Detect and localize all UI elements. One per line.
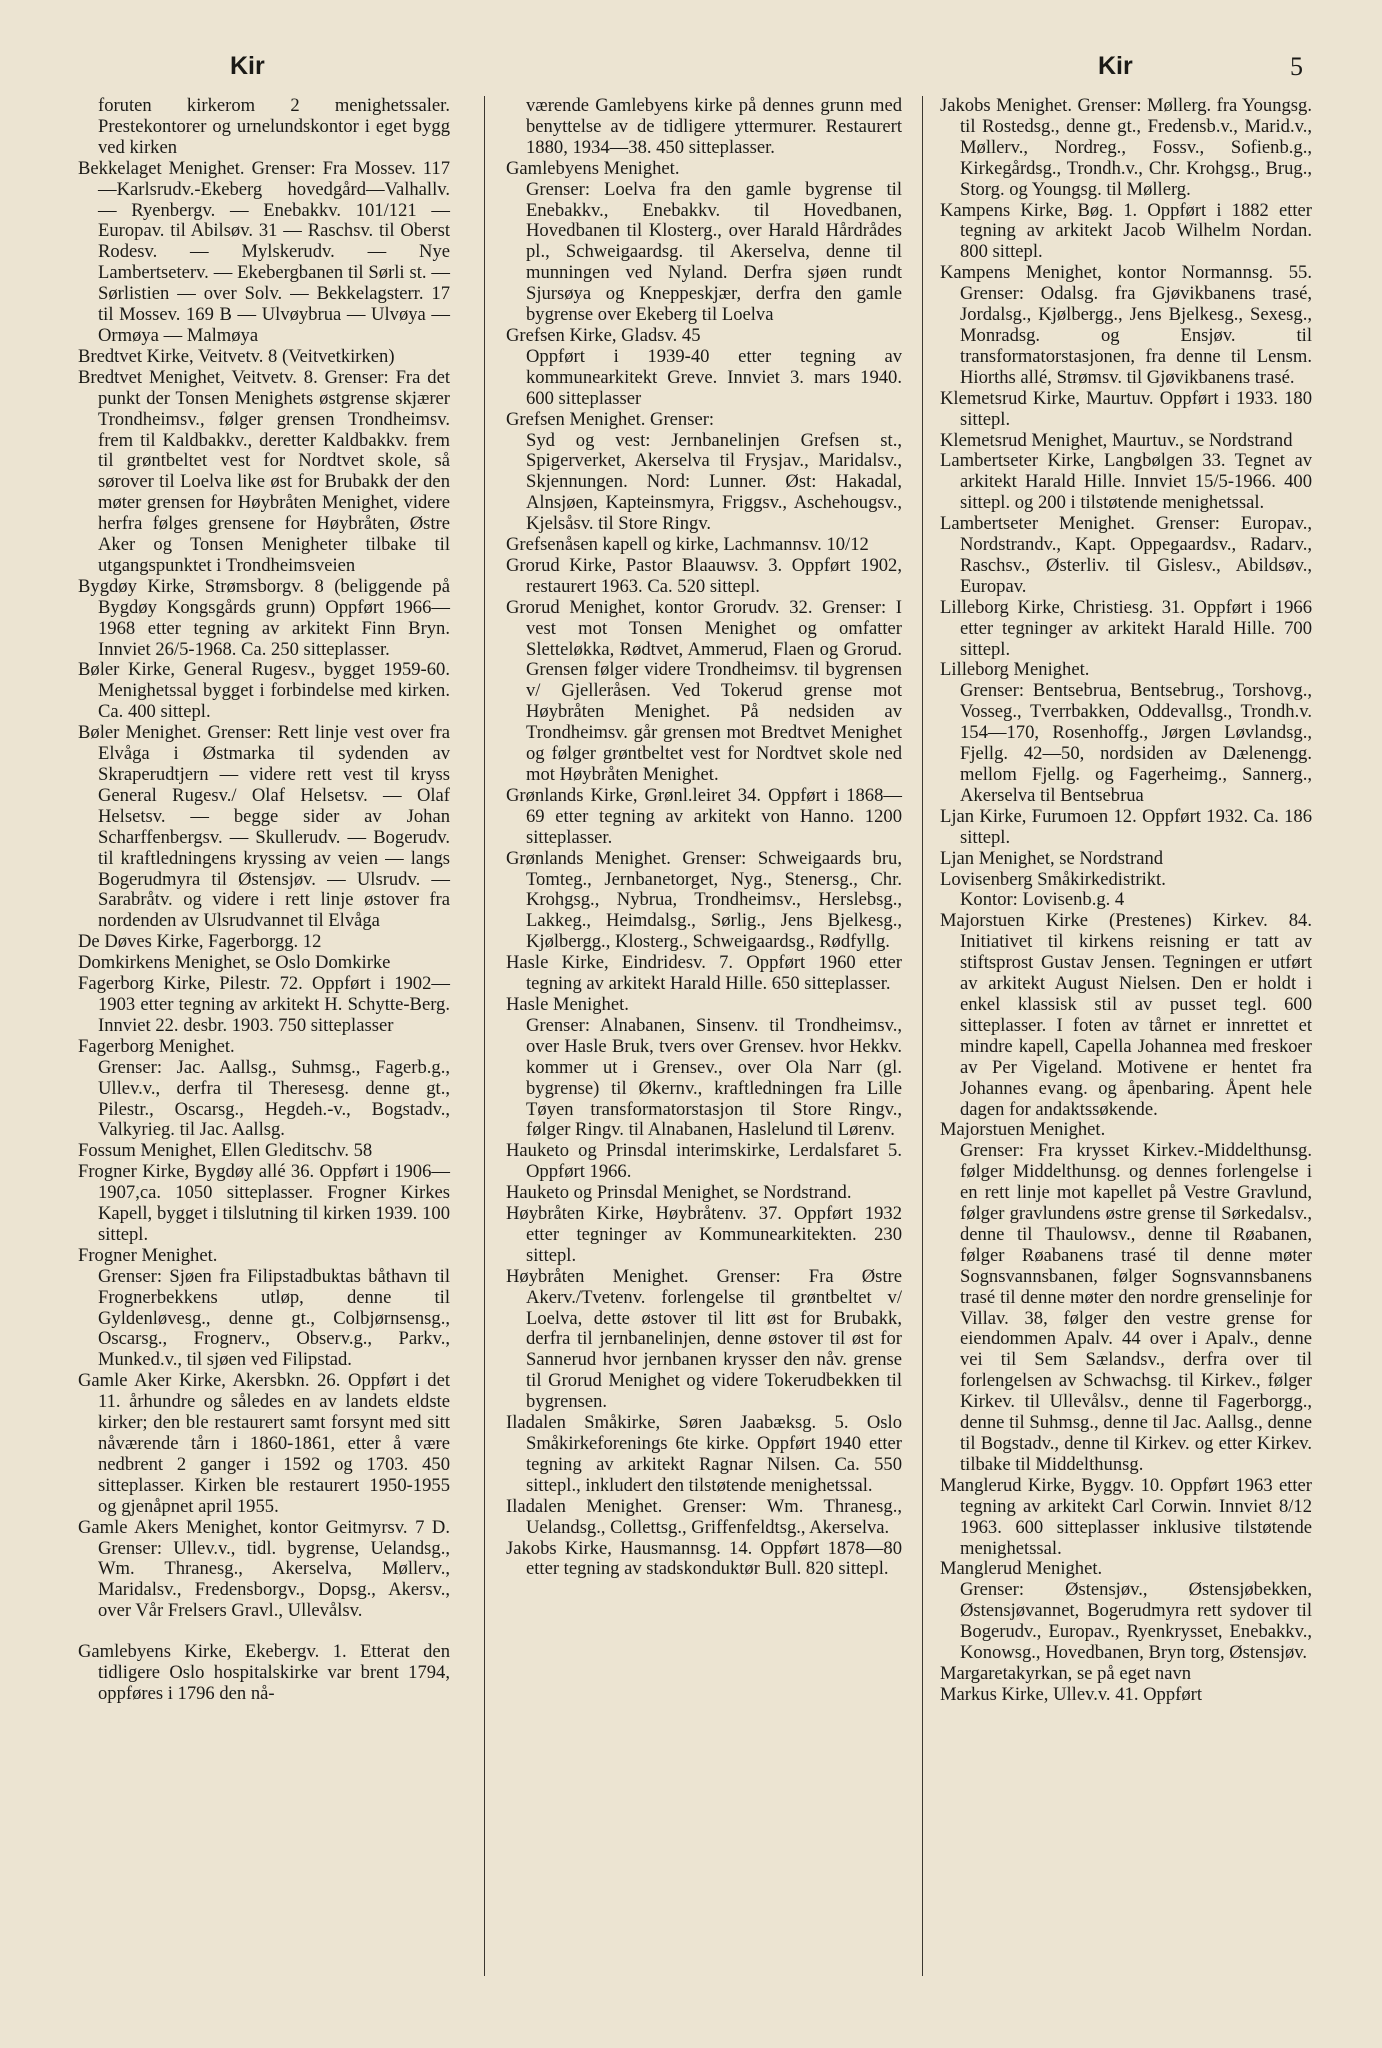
directory-entry: Bredtvet Menighet, Veitvetv. 8. Grenser: Fra det punkt der Tonsen Menighets østgrense skjærer Trondheimsv., følger grensen Trondheimsv. frem til Kaldbakkv., deretter Kaldbakkv. frem til grøntbeltet vest for Nordtvet skole, så sørover til Loelva like øst for Brubakk der den møter grensen for Høybråten Menighet, videre herfra følges grensene for Høybråten, Østre Aker og Tonsen Menigheter tilbake til utgangspunktet i Trondheimsveien (78, 366, 450, 576)
directory-entry: Lambertseter Kirke, Langbølgen 33. Tegnet av arkitekt Harald Hille. Innviet 15/5-1966. 400 sittepl. og 200 i tilstøtende menighetssal. (940, 450, 1312, 514)
directory-entry: Gamle Akers Menighet, kontor Geitmyrsv. 7 D. Grenser: Ullev.v., tidl. bygrense, Uelandsg., Wm. Thranesg., Akerselva, Møllerv., Maridalsv., Fredensborgv., Dopsg., Akersv., over Vår Frelsers Gravl., Ullevålsv. (78, 1516, 450, 1622)
directory-entry: Frogner Kirke, Bygdøy allé 36. Oppført i 1906—1907,ca. 1050 sitteplasser. Frogner Kirkes Kapell, bygget i tilslutning til kirken 1939. 100 sittepl. (78, 1161, 450, 1245)
directory-entry: Grorud Menighet, kontor Grorudv. 32. Grenser: I vest mot Tonsen Menighet og omfatter Sletteløkka, Rødtvet, Ammerud, Flaen og Grorud. Grensen følger videre Trondheimsv. til bygrensen v/ Gjelleråsen. Ved Tokerud grense mot Høybråten Menighet. På nedsiden av Trondheimsv. går grensen mot Bredtvet Menighet og følger grøntbeltet vest for Nordtvet skole ned mot Høybråten Menighet. (506, 596, 902, 785)
directory-entry: Hasle Kirke, Eindridesv. 7. Oppført 1960 etter tegning av arkitekt Harald Hille. 650 sitteplasser. (506, 952, 902, 995)
directory-entry: Ljan Menighet, se Nordstrand (940, 847, 1164, 869)
directory-entry: Iladalen Småkirke, Søren Jaabæksg. 5. Oslo Småkirkeforenings 6te kirke. Oppført 1940 etter tegning av arkitekt Ragnar Nilsen. Ca. 550 sittepl., inkludert den tilstøtende menighetssal. (506, 1412, 902, 1496)
entry-continuation: foruten kirkerom 2 menighetssaler. Prestekontorer og urnelundskontor i eget bygg ved kirken (98, 95, 450, 158)
directory-entry: Fagerborg Menighet. (78, 1035, 235, 1057)
directory-entry: Bygdøy Kirke, Strømsborgv. 8 (beliggende på Bygdøy Kongsgårds grunn) Oppført 1966—1968 etter tegning av arkitekt Finn Bryn. Innviet 26/5-1968. Ca. 250 sitteplasser. (78, 575, 450, 660)
entry-continuation: Grenser: Fra krysset Kirkev.-Middelthunsg. følger Middelthunsg. og dennes forlengelse i en rett linje mot kapellet på Vestre Gravlund, følger gravlundens østre grense til Sørkedalsv., denne til Thaulowsv., denne til Røabanen, følger Røabanens trasé til denne møter Sognsvannsbanen, følger Sognsvannsbanens trasé til denne møter den nordre grenselinje for Villav. 38, følger den vestre grense for eiendommen Apalv. 44 over i Apalv., denne vei til Sem Sælandsv., derfra over til forlengelsen av Schwachsg. til Kirkev., følger Kirkev. til Ullevålsv., denne til Fagerborgg., denne til Suhmsg., denne til Jac. Aallsg., denne til Bogstadv., denne til Kirkev. og etter Kirkev. tilbake til Middelthunsg. (960, 1140, 1312, 1475)
directory-entry: Manglerud Kirke, Byggv. 10. Oppført 1963 etter tegning av arkitekt Carl Corwin. Innviet 8/12 1963. 600 sitteplasser inklusive tilstøtende menighetssal. (940, 1474, 1312, 1559)
directory-entry: Fossum Menighet, Ellen Gleditschv. 58 (78, 1140, 373, 1162)
directory-entry: Manglerud Menighet. (940, 1558, 1103, 1580)
directory-entry: Lilleborg Kirke, Christiesg. 31. Oppført i 1966 etter tegninger av arkitekt Harald Hille. 700 sittepl. (940, 596, 1312, 660)
directory-entry: Grefsenåsen kapell og kirke, Lachmannsv. 10/12 (506, 534, 869, 556)
directory-entry: Frogner Menighet. (78, 1244, 218, 1266)
entry-continuation: Grenser: Bentsebrua, Bentsebrug., Torshovg., Vosseg., Tverrbakken, Oddevallsg., Trondh.v. 154—170, Rosenhoffg., Jørgen Løvlandsg., Fjellg. 42—50, nordsiden av Dælenengg. mellom Fjellg. og Fagerheimg., Sannerg., Akerselva til Bentsebrua (960, 680, 1312, 806)
entry-continuation: værende Gamlebyens kirke på dennes grunn med benyttelse av de tidligere yttermurer. Restaurert 1880, 1934—38. 450 sitteplasser. (526, 95, 902, 158)
directory-entry: Hauketo og Prinsdal Menighet, se Nordstrand. (506, 1182, 852, 1204)
directory-entry: Majorstuen Kirke (Prestenes) Kirkev. 84. Initiativet til kirkens reisning er tatt av stiftsprost Gustav Jensen. Tegningen er utført av arkitekt August Nielsen. Den er holdt i enkel klassisk stil av pusset tegl. 600 sitteplasser. I foten av tårnet er innrettet et mindre kapell, Capella Johannea med freskoer av Per Vigeland. Motivene er hentet fra Johannes evang. og åpenbaring. Åpent hele dagen for andaktssøkende. (940, 910, 1312, 1120)
directory-entry: Hauketo og Prinsdal interimskirke, Lerdalsfaret 5. Oppført 1966. (506, 1140, 902, 1183)
directory-entry: Klemetsrud Menighet, Maurtuv., se Nordstrand (940, 429, 1293, 451)
directory-entry: Fagerborg Kirke, Pilestr. 72. Oppført i 1902—1903 etter tegning av arkitekt H. Schytte-Berg. Innviet 22. desbr. 1903. 750 sitteplasser (78, 973, 450, 1036)
directory-entry: Grefsen Kirke, Gladsv. 45 (506, 324, 701, 346)
directory-entry: Høybråten Kirke, Høybråtenv. 37. Oppført 1932 etter tegninger av Kommunearkitekten. 230 sittepl. (506, 1203, 902, 1266)
directory-entry: Iladalen Menighet. Grenser: Wm. Thranesg., Uelandsg., Collettsg., Griffenfeldtsg., Akerselva. (506, 1495, 902, 1538)
directory-entry: Lovisenberg Småkirkedistrikt. (940, 868, 1166, 890)
directory-entry: Jakobs Kirke, Hausmannsg. 14. Oppført 1878—80 etter tegning av stadskonduktør Bull. 820 sittepl. (506, 1537, 902, 1580)
directory-entry: Lilleborg Menighet. (940, 659, 1090, 681)
entry-continuation: Kontor: Lovisenb.g. 4 (960, 889, 1125, 911)
directory-entry: Kampens Menighet, kontor Normannsg. 55. Grenser: Odalsg. fra Gjøvikbanens trasé, Jordalsg., Kjølbergg., Jens Bjelkesg., Sexesg., Monradsg. og Ensjøv. til transformatorstasjonen, fra denne til Lensm. Hiorths allé, Strømsv. til Gjøvikbanens trasé. (940, 262, 1312, 388)
directory-entry: Bøler Menighet. Grenser: Rett linje vest over fra Elvåga i Østmarka til sydenden av Skraperudtjern — videre rett vest til kryss General Rugesv./ Olaf Helsetsv. — Olaf Helsetsv. — begge sider av Johan Scharffenbergsv. — Skullerudv. — Bogerudv. til kraftledningens kryssing av veien — langs Bogerudmyra til Østensjøv. — Ulsrudv. — Sarabråtv. og videre i rett linje østover fra nordenden av Ulsrudvannet til Elvåga (78, 722, 450, 932)
directory-entry: Markus Kirke, Ullev.v. 41. Oppført (940, 1683, 1202, 1705)
directory-entry: Grorud Kirke, Pastor Blaauwsv. 3. Oppført 1902, restaurert 1963. Ca. 520 sittepl. (506, 554, 902, 597)
directory-entry: Bøler Kirke, General Rugesv., bygget 1959-60. Menighetssal bygget i forbindelse med kirken. Ca. 400 sittepl. (78, 659, 450, 723)
entry-continuation: Syd og vest: Jernbanelinjen Grefsen st., Spigerverket, Akerselva til Frysjav., Maridalsv., Skjennungen. Nord: Lunner. Øst: Hakadal, Alnsjøen, Kapteinsmyra, Friggsv., Aschehougsv., Kjelsåsv. til Store Ringv. (526, 429, 902, 535)
directory-entry: Grønlands Kirke, Grønl.leiret 34. Oppført i 1868—69 etter tegning av arkitekt von Hanno. 1200 sitteplasser. (506, 784, 902, 848)
directory-entry: Hasle Menighet. (506, 993, 629, 1015)
page-number: 5 (1290, 52, 1303, 81)
entry-continuation: Grenser: Jac. Aallsg., Suhmsg., Fagerb.g., Ullev.v., derfra til Theresesg. denne gt., Pilestr., Oscarsg., Hegdeh.-v., Bogstadv., Valkyrieg. til Jac. Aallsg. (98, 1056, 450, 1141)
column-middle (506, 96, 902, 1580)
directory-entry: Klemetsrud Kirke, Maurtuv. Oppført i 1933. 180 sittepl. (940, 387, 1312, 430)
directory-entry: Bredtvet Kirke, Veitvetv. 8 (Veitvetkirken) (78, 345, 395, 367)
entry-continuation: Grenser: Alnabanen, Sinsenv. til Trondheimsv., over Hasle Bruk, tvers over Grensev. hvor Hekkv. kommer ut i Grensev., over Ola Narr (gl. bygrense) til Økernv., kraftledningen fra Lille Tøyen transformatorstasjon til Store Ringv., følger Ringv. til Alnabanen, Haslelund til Lørenv. (526, 1014, 902, 1141)
directory-entry: Majorstuen Menighet. (940, 1119, 1106, 1141)
directory-entry: Høybråten Menighet. Grenser: Fra Østre Akerv./Tvetenv. forlengelse til grøntbeltet v/ Loelva, dette østover til litt øst for Brubakk, derfra til jernbanelinjen, denne østover til øst for Sannerud hvor jernbanen krysser den nåv. grense til Grorud Menighet og videre Tokerudbekken til bygrensen. (506, 1265, 902, 1413)
directory-entry: Lambertseter Menighet. Grenser: Europav., Nordstrandv., Kapt. Oppegaardsv., Radarv., Raschsv., Østerliv. til Gislesv., Abildsøv., Europav. (940, 513, 1312, 597)
column-right (940, 96, 1312, 1706)
directory-entry: Margaretakyrkan, se på eget navn (940, 1662, 1192, 1684)
column-left (78, 96, 450, 1705)
entry-continuation: Grenser: Loelva fra den gamle bygrense til Enebakkv., Enebakkv. til Hovedbanen, Hovedbanen til Klosterg., over Harald Hårdrådes pl., Schweigaardsg. til Akerselva, denne til munningen ved Nyland. Derfra sjøen rundt Sjursøya og Kneppeskjær, derfra den gamle bygrense over Ekeberg til Loelva (526, 178, 902, 326)
directory-entry: Gamle Aker Kirke, Akersbkn. 26. Oppført i det 11. århundre og således en av landets eldste kirker; den ble restaurert samt forsynt med sitt nåværende tårn i 1860-1861, etter å være nedbrent 2 ganger i 1592 og 1703. 450 sitteplasser. Kirken ble restaurert 1950-1955 og gjenåpnet april 1955. (78, 1370, 450, 1517)
directory-entry: Gamlebyens Kirke, Ekebergv. 1. Etterat den tidligere Oslo hospitalskirke var brent 1794, oppføres i 1796 den nå- (78, 1641, 450, 1704)
directory-entry: De Døves Kirke, Fagerborgg. 12 (78, 931, 322, 953)
directory-entry: Jakobs Menighet. Grenser: Møllerg. fra Youngsg. til Rostedsg., denne gt., Fredensb.v., Marid.v., Møllerv., Nordreg., Fossv., Sofienb.g., Kirkegårdsg., Trondh.v., Chr. Krohgsg., Brug., Storg. og Youngsg. til Møllerg. (940, 95, 1312, 200)
directory-entry: Grønlands Menighet. Grenser: Schweigaards bru, Tomteg., Jernbanetorget, Nyg., Stenersg., Chr. Krohgsg., Nybrua, Trondheimsv., Herslebsg., Lakkeg., Heimdalsg., Sørlig., Jens Bjelkesg., Kjølbergg., Klosterg., Schweigaardsg., Rødfyllg. (506, 847, 902, 953)
directory-entry: Grefsen Menighet. Grenser: (506, 408, 715, 430)
column-divider (922, 96, 923, 1976)
column-divider (484, 96, 485, 1976)
entry-continuation: Grenser: Sjøen fra Filipstadbuktas båthavn til Frognerbekkens utløp, denne til Gyldenløvesg., denne gt., Colbjørnsensg., Oscarsg., Frognerv., Observ.g., Parkv., Munked.v., til sjøen ved Filipstad. (98, 1265, 450, 1371)
directory-entry: Kampens Kirke, Bøg. 1. Oppført i 1882 etter tegning av arkitekt Jacob Wilhelm Nordan. 800 sittepl. (940, 199, 1312, 263)
running-header-right: Kir (1098, 52, 1133, 80)
entry-continuation: Oppført i 1939-40 etter tegning av kommunearkitekt Greve. Innviet 3. mars 1940. 600 sitteplasser (526, 345, 902, 409)
running-header-left: Kir (230, 52, 265, 80)
directory-entry: Ljan Kirke, Furumoen 12. Oppført 1932. Ca. 186 sittepl. (940, 805, 1312, 848)
directory-entry: Gamlebyens Menighet. (506, 157, 680, 179)
directory-entry: Bekkelaget Menighet. Grenser: Fra Mossev. 117—Karlsrudv.-Ekeberg hovedgård—Valhallv. — Ryenbergv. — Enebakkv. 101/121 — Europav. til Abilsøv. 31 — Raschsv. til Oberst Rodesv. — Mylskerudv. — Nye Lambertseterv. — Ekebergbanen til Sørli st. — Sørlistien — over Solv. — Bekkelagsterr. 17 til Mossev. 169 B — Ulvøybrua — Ulvøya — Ormøya — Malmøya (78, 157, 450, 346)
directory-entry: Domkirkens Menighet, se Oslo Domkirke (78, 952, 391, 974)
entry-continuation: Grenser: Østensjøv., Østensjøbekken, Østensjøvannet, Bogerudmyra rett sydover til Bogerudv., Europav., Ryenkrysset, Enebakkv., Konowsg., Hovedbanen, Bryn torg, Østensjøv. (960, 1579, 1312, 1664)
